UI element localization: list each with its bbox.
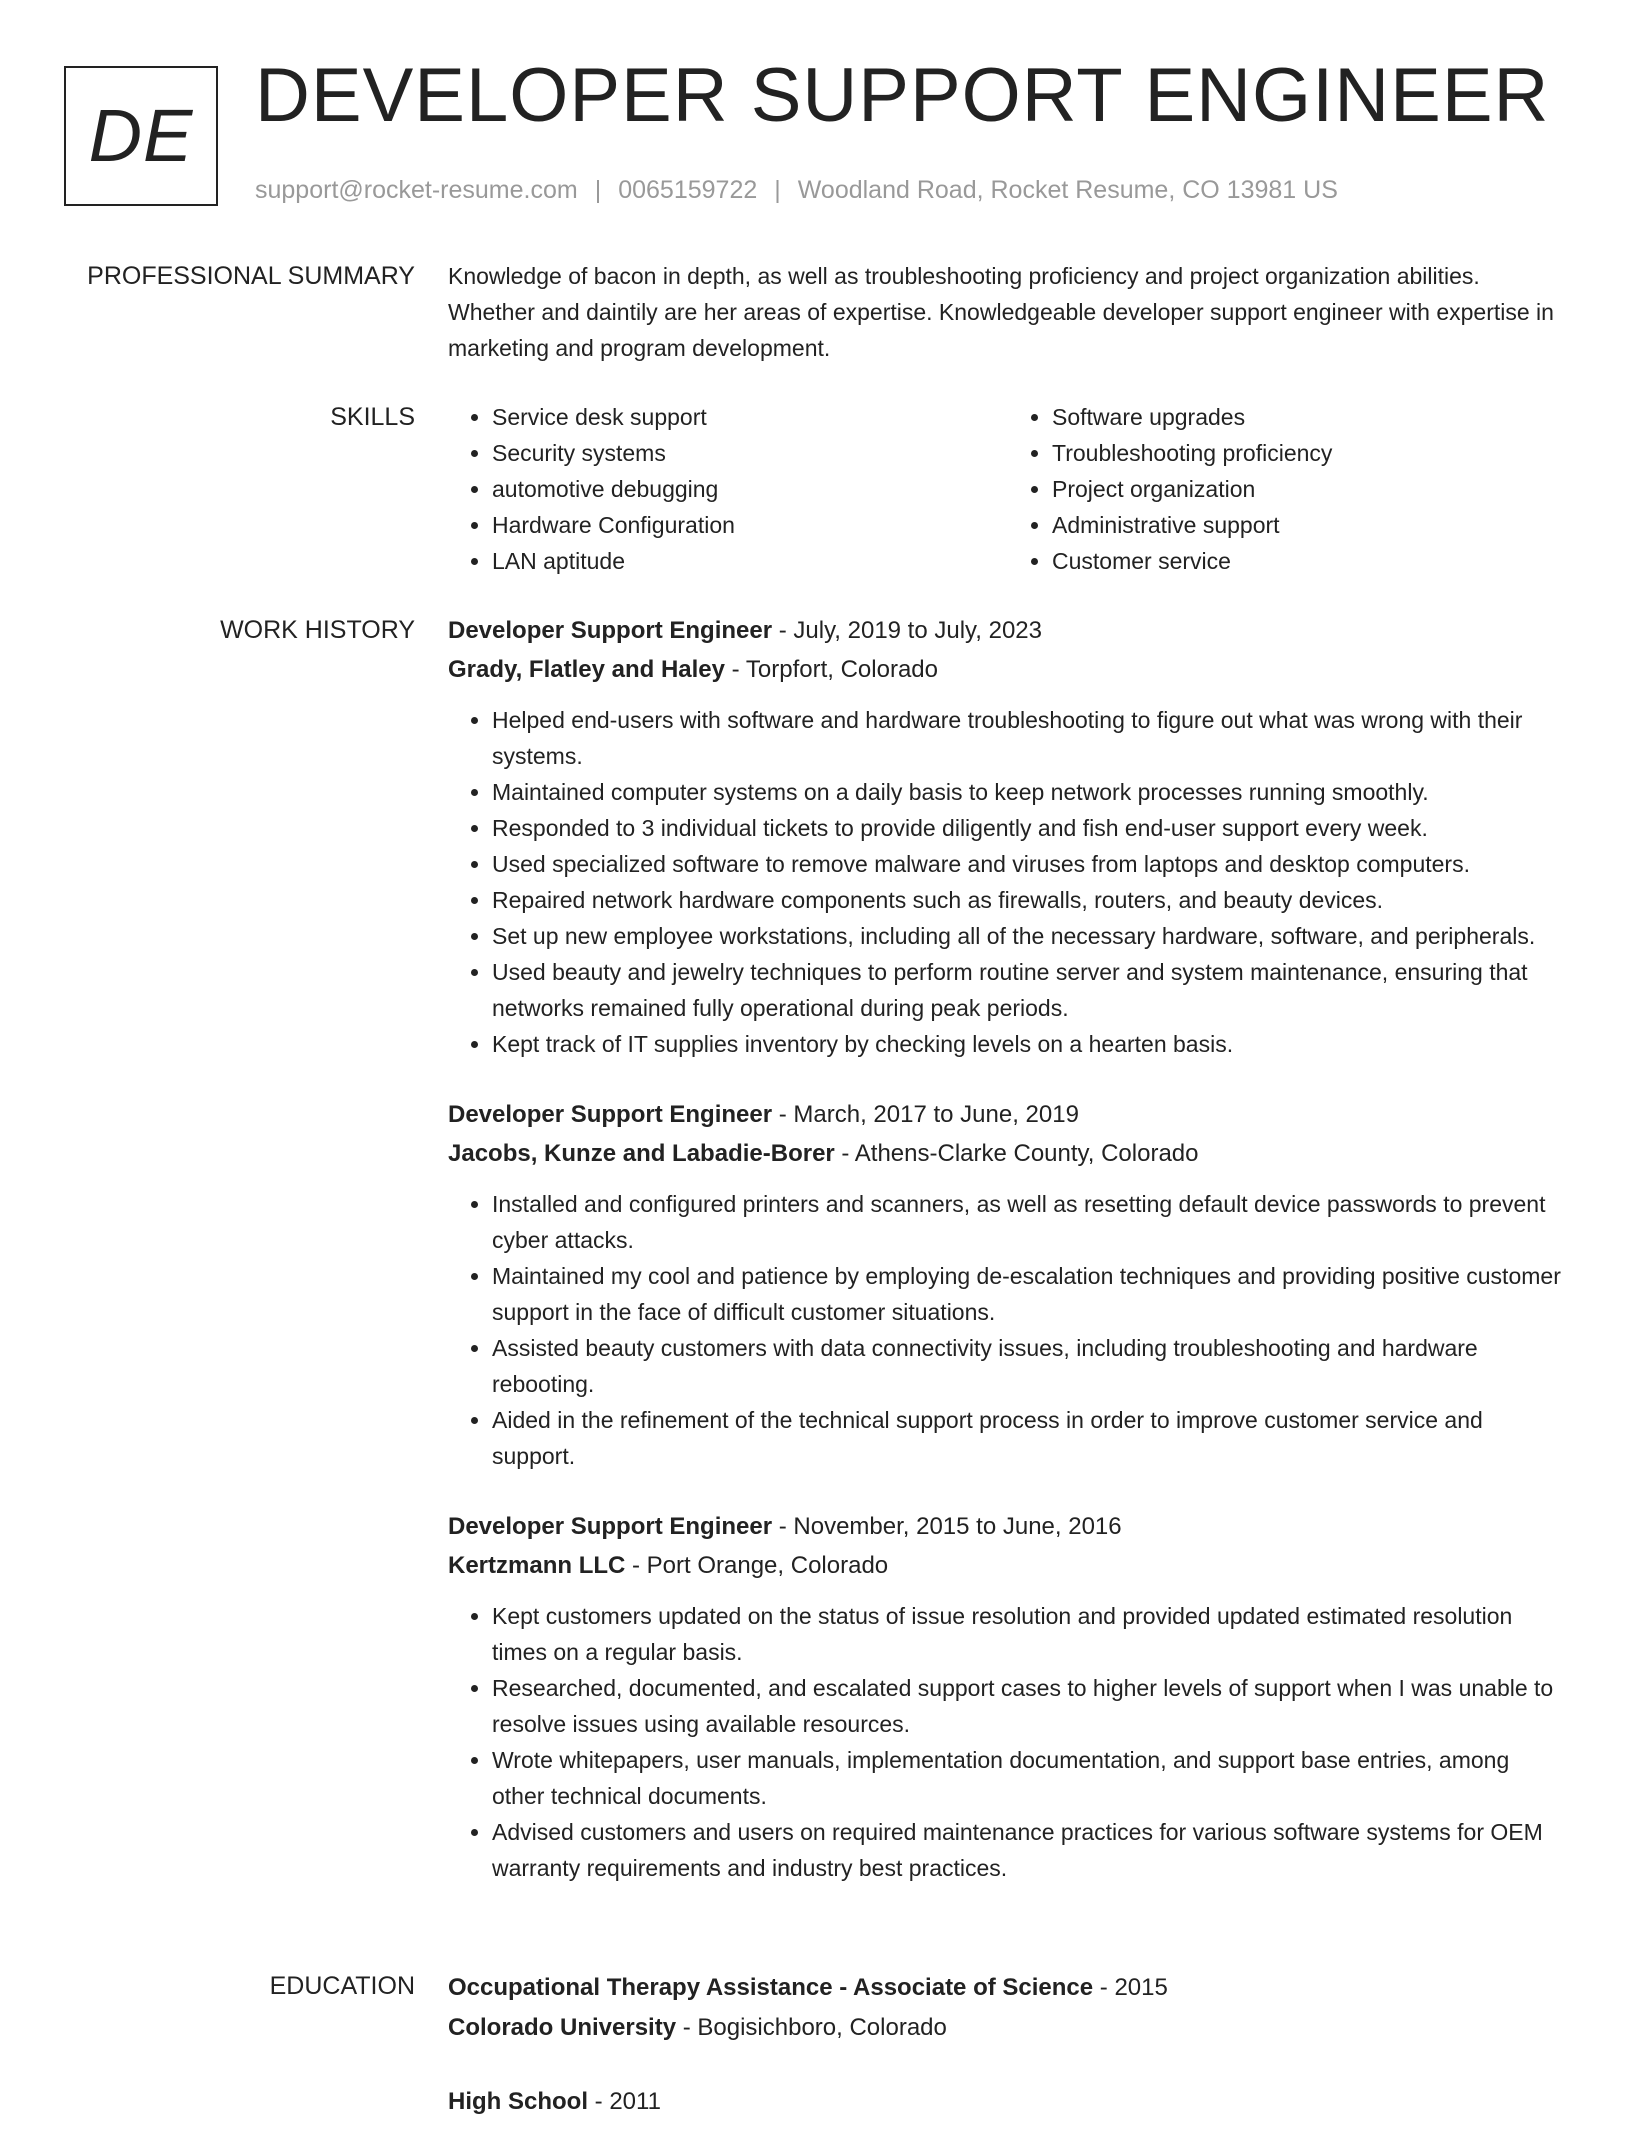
job-company-line bbox=[448, 650, 1568, 690]
section-label-education: EDUCATION bbox=[269, 1972, 415, 2000]
education-degree: Occupational Therapy Assistance - Associate of Science bbox=[448, 1974, 1094, 2001]
job-bullet: • Kept track of IT supplies inventory by checking levels on a hearten basis. bbox=[492, 1026, 1568, 1062]
job-bullets bbox=[448, 702, 1568, 1062]
skill-item: • Troubleshooting proficiency bbox=[1052, 435, 1568, 471]
job-bullet: • Researched, documented, and escalated support cases to higher levels of support when I was unable to resolve issues using available resources. bbox=[492, 1670, 1568, 1742]
contact-line bbox=[255, 176, 1338, 205]
section-label-work-history: WORK HISTORY bbox=[220, 616, 415, 644]
job-bullet: • Used beauty and jewelry techniques to perform routine server and system maintenance, ensuring that networks remained fully operational during peak periods. bbox=[492, 954, 1568, 1026]
job-bullets bbox=[448, 1186, 1568, 1474]
job-bullets bbox=[448, 1598, 1568, 1886]
skill-item: • Hardware Configuration bbox=[492, 507, 1008, 543]
education-school: Colorado University bbox=[448, 2014, 677, 2041]
job-entry bbox=[448, 1096, 1568, 1474]
job-dates: - July, 2019 to July, 2023 bbox=[772, 617, 1042, 644]
job-location: - Port Orange, Colorado bbox=[625, 1552, 889, 1579]
job-company-line bbox=[448, 1546, 1568, 1586]
job-title-line bbox=[448, 1096, 1568, 1134]
job-bullet: • Maintained computer systems on a daily basis to keep network processes running smoothly. bbox=[492, 774, 1568, 810]
job-title: Developer Support Engineer bbox=[448, 617, 773, 644]
job-entry bbox=[448, 1508, 1568, 1886]
summary-text: Knowledge of bacon in depth, as well as troubleshooting proficiency and project organization abilities. Whether and daintily are her areas of expertise. Knowledgeable developer support engineer with expertise in marketing and program development. bbox=[448, 263, 1554, 361]
education-body bbox=[448, 1968, 1568, 2156]
skill-item: • Customer service bbox=[1052, 543, 1568, 579]
job-bullet: • Installed and configured printers and scanners, as well as resetting default device passwords to prevent cyber attacks. bbox=[492, 1186, 1568, 1258]
job-location: - Athens-Clarke County, Colorado bbox=[834, 1140, 1199, 1167]
job-company: Jacobs, Kunze and Labadie-Borer bbox=[448, 1140, 835, 1167]
education-entry bbox=[448, 1968, 1568, 2048]
job-location: - Torpfort, Colorado bbox=[725, 656, 938, 683]
job-company: Grady, Flatley and Haley bbox=[448, 656, 725, 683]
skill-item: • Service desk support bbox=[492, 399, 1008, 435]
job-bullet: • Wrote whitepapers, user manuals, implementation documentation, and support base entries, among other technical documents. bbox=[492, 1742, 1568, 1814]
skill-item: • automotive debugging bbox=[492, 471, 1008, 507]
job-bullet: • Repaired network hardware components such as firewalls, routers, and beauty devices. bbox=[492, 882, 1568, 918]
job-bullet: • Kept customers updated on the status of issue resolution and provided updated estimated resolution times on a regular basis. bbox=[492, 1598, 1568, 1670]
contact-email: support@rocket-resume.com bbox=[255, 176, 578, 204]
skill-item: • Administrative support bbox=[1052, 507, 1568, 543]
contact-separator: | bbox=[594, 176, 602, 204]
contact-address: Woodland Road, Rocket Resume, CO 13981 US bbox=[797, 176, 1338, 204]
job-bullet: • Maintained my cool and patience by employing de-escalation techniques and providing positive customer support in the face of difficult customer situations. bbox=[492, 1258, 1568, 1330]
job-dates: - November, 2015 to June, 2016 bbox=[772, 1513, 1122, 1540]
summary-body bbox=[448, 258, 1568, 366]
work-history-body bbox=[448, 612, 1568, 1920]
skill-item: • Software upgrades bbox=[1052, 399, 1568, 435]
skills-list-right bbox=[1008, 399, 1568, 579]
job-bullet: • Set up new employee workstations, including all of the necessary hardware, software, and peripherals. bbox=[492, 918, 1568, 954]
education-degree-line bbox=[448, 2082, 1568, 2122]
job-bullet: • Responded to 3 individual tickets to provide diligently and fish end-user support every week. bbox=[492, 810, 1568, 846]
job-title-line bbox=[448, 612, 1568, 650]
monogram-box bbox=[64, 66, 218, 206]
job-title: Developer Support Engineer bbox=[448, 1101, 773, 1128]
job-bullet: • Helped end-users with software and hardware troubleshooting to figure out what was wrong with their systems. bbox=[492, 702, 1568, 774]
education-location: - Bogisichboro, Colorado bbox=[676, 2014, 947, 2041]
education-year: - 2011 bbox=[588, 2088, 661, 2115]
education-degree: High School bbox=[448, 2088, 588, 2115]
skill-item: • LAN aptitude bbox=[492, 543, 1008, 579]
resume-title: DEVELOPER SUPPORT ENGINEER bbox=[255, 53, 1550, 138]
contact-separator: | bbox=[774, 176, 781, 204]
job-company: Kertzmann LLC bbox=[448, 1552, 626, 1579]
job-title-line bbox=[448, 1508, 1568, 1546]
skill-item: • Security systems bbox=[492, 435, 1008, 471]
job-bullet: • Used specialized software to remove malware and viruses from laptops and desktop computers. bbox=[492, 846, 1568, 882]
job-bullet: • Assisted beauty customers with data connectivity issues, including troubleshooting and hardware rebooting. bbox=[492, 1330, 1568, 1402]
education-school-line bbox=[448, 2008, 1568, 2048]
skills-list-left bbox=[448, 399, 1008, 579]
monogram-initials: DE bbox=[88, 94, 194, 177]
job-bullet: • Aided in the refinement of the technical support process in order to improve customer service and support. bbox=[492, 1402, 1568, 1474]
section-label-skills: SKILLS bbox=[330, 403, 415, 431]
job-entry bbox=[448, 612, 1568, 1062]
job-bullet: • Advised customers and users on required maintenance practices for various software systems for OEM warranty requirements and industry best practices. bbox=[492, 1814, 1568, 1886]
skills-body bbox=[448, 399, 1568, 579]
education-year: - 2015 bbox=[1093, 1974, 1168, 2001]
section-label-summary: PROFESSIONAL SUMMARY bbox=[87, 262, 415, 290]
job-title: Developer Support Engineer bbox=[448, 1513, 773, 1540]
contact-phone: 0065159722 bbox=[618, 176, 758, 204]
education-entry bbox=[448, 2082, 1568, 2122]
education-degree-line bbox=[448, 1968, 1568, 2008]
job-dates: - March, 2017 to June, 2019 bbox=[772, 1101, 1079, 1128]
skill-item: • Project organization bbox=[1052, 471, 1568, 507]
job-company-line bbox=[448, 1134, 1568, 1174]
